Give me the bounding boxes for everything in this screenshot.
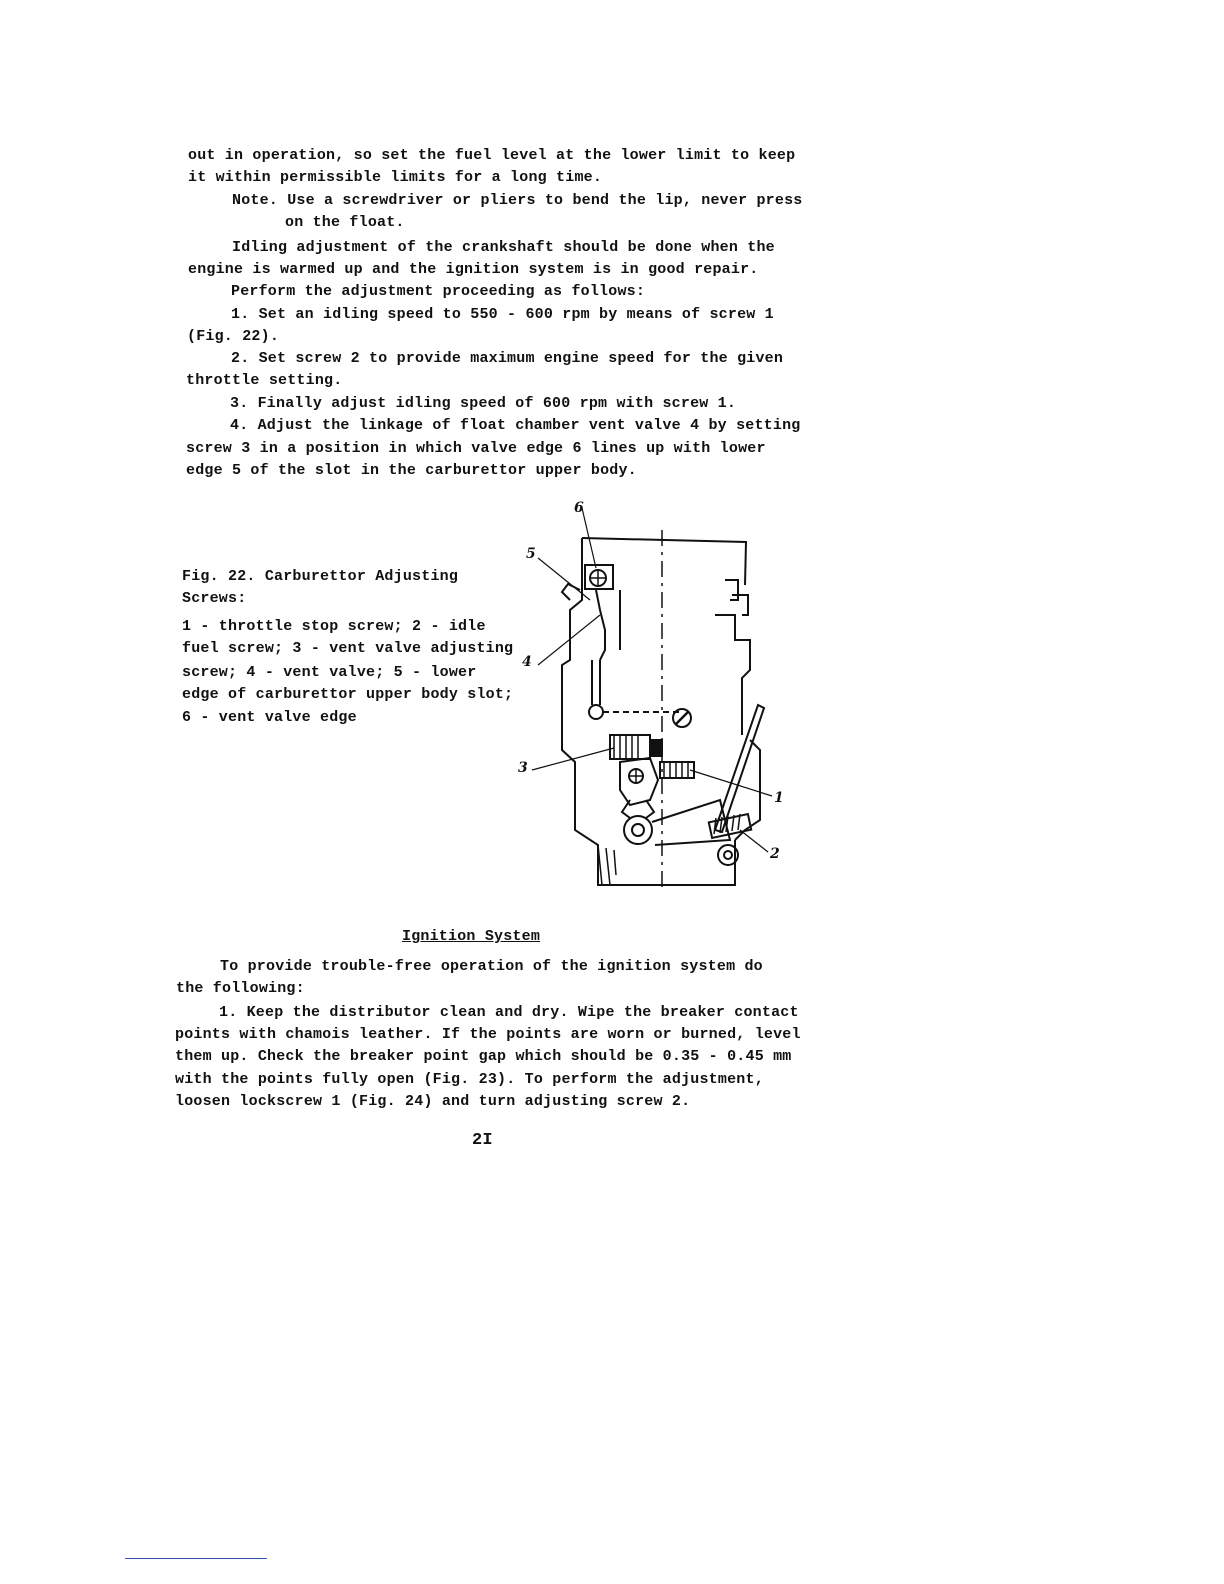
section-heading: Ignition System	[402, 928, 541, 945]
callout-6: 6	[574, 500, 584, 516]
body-text-line: out in operation, so set the fuel level at the lower limit to keep	[188, 147, 796, 164]
body-text-line: Perform the adjustment proceeding as follows:	[231, 283, 646, 300]
body-text-line: loosen lockscrew 1 (Fig. 24) and turn adjusting screw 2.	[175, 1093, 691, 1110]
callout-2: 2	[770, 846, 780, 862]
figure-caption-line: 6 - vent valve edge	[182, 709, 357, 726]
figure-caption-line: edge of carburettor upper body slot;	[182, 686, 514, 703]
carburettor-diagram	[510, 500, 790, 900]
body-text-line: points with chamois leather. If the points are worn or burned, level	[175, 1026, 801, 1043]
step-line: (Fig. 22).	[187, 328, 280, 345]
body-text-line: Idling adjustment of the crankshaft should be done when the	[232, 239, 775, 256]
callout-1: 1	[774, 790, 784, 806]
step-line: 1. Set an idling speed to 550 - 600 rpm by means of screw 1	[231, 306, 774, 323]
step-line: 2. Set screw 2 to provide maximum engine speed for the given	[231, 350, 784, 367]
body-text-line: 1. Keep the distributor clean and dry. Wipe the breaker contact	[219, 1004, 799, 1021]
note-line: Note. Use a screwdriver or pliers to bend the lip, never press	[232, 192, 803, 209]
body-text-line: the following:	[176, 980, 305, 997]
callout-4: 4	[522, 654, 532, 670]
page-number: 2I	[472, 1131, 493, 1150]
note-line: on the float.	[285, 214, 405, 231]
body-text-line: it within permissible limits for a long time.	[188, 169, 603, 186]
figure-caption-line: 1 - throttle stop screw; 2 - idle	[182, 618, 486, 635]
step-line: edge 5 of the slot in the carburettor upper body.	[186, 462, 637, 479]
step-line: 3. Finally adjust idling speed of 600 rpm with screw 1.	[230, 395, 737, 412]
body-text-line: engine is warmed up and the ignition system is in good repair.	[188, 261, 759, 278]
figure-caption-line: screw; 4 - vent valve; 5 - lower	[182, 664, 477, 681]
step-line: 4. Adjust the linkage of float chamber vent valve 4 by setting	[230, 417, 801, 434]
callout-5: 5	[526, 546, 536, 562]
footnote-rule	[125, 1558, 267, 1559]
step-line: screw 3 in a position in which valve edge 6 lines up with lower	[186, 440, 766, 457]
carburettor-drawing	[510, 500, 790, 900]
figure-caption-title: Fig. 22. Carburettor Adjusting	[182, 568, 459, 585]
callout-3: 3	[518, 760, 528, 776]
body-text-line: with the points fully open (Fig. 23). To perform the adjustment,	[175, 1071, 764, 1088]
step-line: throttle setting.	[186, 372, 343, 389]
figure-caption-title: Screws:	[182, 590, 247, 607]
body-text-line: To provide trouble-free operation of the ignition system do	[220, 958, 763, 975]
figure-caption-line: fuel screw; 3 - vent valve adjusting	[182, 640, 514, 657]
body-text-line: them up. Check the breaker point gap which should be 0.35 - 0.45 mm	[175, 1048, 792, 1065]
